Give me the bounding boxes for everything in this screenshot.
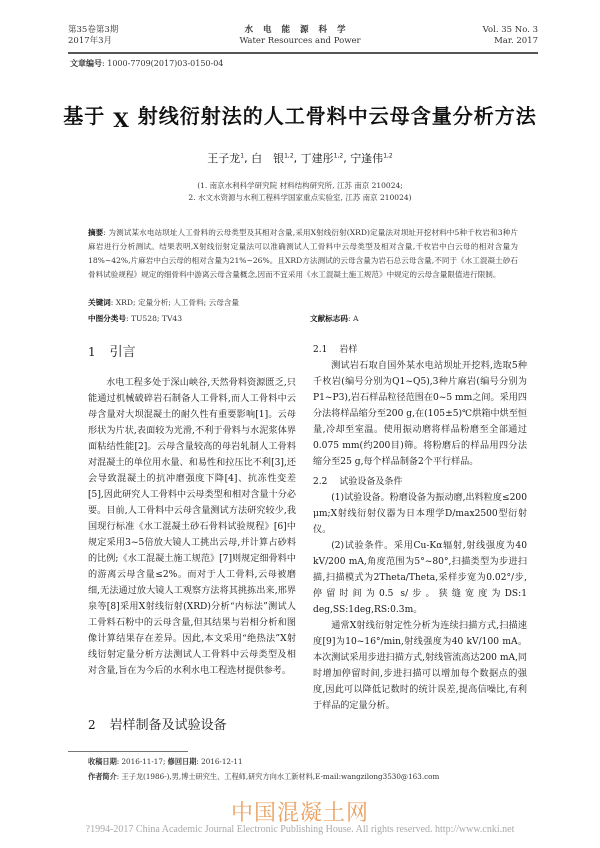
document-code-value: A xyxy=(352,314,359,323)
author xyxy=(350,152,393,165)
subsection-heading xyxy=(313,342,527,358)
received-dates: 收稿日期: 2016-11-17; 修回日期: 2016-12-11 xyxy=(88,757,243,766)
watermark-logo: 中国混凝土网 xyxy=(230,801,369,826)
classification-value: TU528; TV43 xyxy=(130,314,183,323)
author xyxy=(301,152,344,165)
document-code: 文献标志码: A xyxy=(310,314,359,323)
abstract: 摘要: 为测试某水电站坝址人工骨料的云母类型及其相对含量,采用X射线衍射(XRD)定量法对坝址开挖材料中5种千枚岩和3种片麻岩进行分析测试。结果表明,X射线衍射定量法可以准确测试人工骨料中云母类型及相对含量,千枚岩中白云母的相对含量为18%~42%,片麻岩中白云母的相对含量为21%~26%。且XRD方法测试的云母含量为岩石总云母含量,不同于《水工混凝土砂石骨料试验规程》规定的细骨料中游离云母含量概念,因而不宜采用《水工混凝土施工规范》中规定的云母含量限值进行限制。 xyxy=(88,228,518,279)
date-cn: 2017年3月 xyxy=(68,36,113,46)
classification: 中图分类号: TU528; TV43 xyxy=(88,314,183,323)
footnote-rule xyxy=(68,751,188,752)
author xyxy=(207,152,244,165)
title-prefix: 基于 xyxy=(63,104,106,128)
journal-name-en: Water Resources and Power xyxy=(239,36,361,46)
section-title: 岩样制备及试验设备 xyxy=(109,718,227,733)
title-x: X xyxy=(113,108,130,132)
keywords-label: 关键词 xyxy=(88,298,111,307)
revised-date: 2016-12-11 xyxy=(201,757,243,766)
section-number: 1 xyxy=(88,345,96,359)
copyright-notice: ?1994-2017 China Academic Journal Electronic Publishing House. All rights reserved. http://www.cnki.net xyxy=(85,824,515,835)
author-name: 白 银 xyxy=(251,152,285,165)
author-name: 王子龙 xyxy=(207,152,241,165)
author-list: 王子龙$^1$, 白 银$^{1,2}$, 丁建彤$^{1,2}$, 宁逢伟$^{1,2}$ xyxy=(207,152,393,165)
affiliations xyxy=(0,180,600,204)
subsection-title: 岩样 xyxy=(339,345,358,355)
issue-info-en xyxy=(483,25,538,47)
title-suffix: 射线衍射法的人工骨料中云母含量分析方法 xyxy=(137,104,537,128)
received-label: 收稿日期 xyxy=(88,757,117,766)
author-affil-mark: 1 xyxy=(240,152,245,160)
abstract-text: 为测试某水电站坝址人工骨料的云母类型及其相对含量,采用X射线衍射(XRD)定量法对坝址开挖材料中5种千枚岩和3种片麻岩进行分析测试。结果表明,X射线衍射定量法可以准确测试人工骨料中云母类型及相对含量,千枚岩中白云母的相对含量为18%~42%,片麻岩中白云母的相对含量为21%~26%。且XRD方法测试的云母含量为岩石总云母含量,不同于《水工混凝土砂石骨料试验规程》规定的细骨料中游离云母含量概念,因而不宜采用《水工混凝土施工规范》中规定的云母含量限值进行限制。 xyxy=(88,228,518,279)
classification-label: 中图分类号 xyxy=(88,314,126,323)
author-affil-mark: 1,2 xyxy=(284,152,294,160)
right-column xyxy=(313,342,527,714)
author-affil-mark: 1,2 xyxy=(383,152,393,160)
paper-title xyxy=(40,100,560,132)
journal-name xyxy=(200,25,400,47)
bio-text: 王子龙(1986-),男,博士研究生、工程师,研究方向水工新材料,E-mail:wangzilong3530@163.com xyxy=(121,772,440,781)
subsection-heading xyxy=(313,474,527,490)
scan-paragraph: 通常X射线衍射定性分析为连续扫描方式,扫描速度[9]为10~16°/min,射线强度为40 kV/100 mA。本次测试采用步进扫描方式,射线管流高达200 mA,同时增加停留时间,步进扫描可以增加每个数据点的强度,因此可以降低记数时的统计误差,提高信噪比,有利于样品的定量分析。 xyxy=(313,621,528,711)
subsection-number: 2.1 xyxy=(313,345,328,355)
keywords: 关键词: XRD; 定量分析; 人工骨料; 云母含量 xyxy=(88,298,240,307)
author-affil-mark: 1,2 xyxy=(333,152,344,160)
author-name: 宁逢伟 xyxy=(350,152,384,165)
volume-issue-en: Vol. 35 No. 3 xyxy=(482,25,538,35)
keywords-value: XRD; 定量分析; 人工骨料; 云母含量 xyxy=(115,298,240,307)
journal-name-cn: 水电能源科学 xyxy=(244,25,356,35)
article-number: 文章编号: 1000-7709(2017)03-0150-04 xyxy=(70,59,224,68)
intro-paragraph: 水电工程多处于深山峡谷,天然骨料资源匮乏,只能通过机械破碎岩石制备人工骨料,而人工骨料中云母含量对大坝混凝土的耐久性有重要影响[1]。云母形状为片状,表面较为光滑,不利于骨料与水泥浆体界面粘结性能[2]。云母含量较高的母岩轧制人工骨料对混凝土的单位用水量、和易性和拉压比不利[3],还会导致混凝土的抗冲磨强度下降[4]、抗冻性变差[5],因此研究人工骨料中云母类型和相对含量十分必要。目前,人工骨料中云母含量测试方法研究较少,我国现行标准《水工混凝土砂石骨料试验规程》[6]中规定采用3~5倍放大镜人工挑出云母,并计算占砂料的比例;《水工混凝土施工规范》[7]则规定细骨料中的游离云母含量≤2%。而对于人工骨料,云母被磨细,无法通过放大镜人工观察方法将其挑拣出来,邢界泉等[8]采用X射线衍射(XRD)分析“内标法”测试人工骨料石粉中的云母含量,但其结果与岩相分析和图像计算结果存在差异。因此,本文采用“绝热法”X射线衍射定量分析方法测试人工骨料中云母类型及相对含量,旨在为今后的水利水电工程选材提供参考。 xyxy=(88,378,296,676)
author-name: 丁建彤 xyxy=(300,152,334,165)
header-rule xyxy=(68,52,538,54)
document-code-label: 文献标志码 xyxy=(310,314,348,323)
date-en: Mar. 2017 xyxy=(494,36,538,46)
issue-info xyxy=(68,25,118,47)
author xyxy=(251,152,294,165)
affiliation: (1. 南京水利科学研究院 材料结构研究所, 江苏 南京 210024; xyxy=(197,181,403,190)
bio-label: 作者简介 xyxy=(88,772,117,781)
section-heading xyxy=(88,344,296,361)
section-heading xyxy=(88,714,227,733)
samples-paragraph: 测试岩石取自国外某水电站坝址开挖料,选取5种千枚岩(编号分别为Q1~Q5),3种片麻岩(编号分别为P1~P3),岩石样品粒径范围在0~5 mm之间。采用四分法将样品缩分至200 g,在(105±5)℃烘箱中烘至恒量,冷却至室温。使用振动磨将样品粉磨至全部通过0.075 mm(约200目)筛。将粉磨后的样品用四分法缩分至25 g,每个样品制备2个平行样品。 xyxy=(313,361,527,467)
received-date: 2016-11-17 xyxy=(121,757,163,766)
section-number: 2 xyxy=(88,718,96,732)
author-bio: 作者简介: 王子龙(1986-),男,博士研究生、工程师,研究方向水工新材料,E-mail:wangzilong3530@163.com xyxy=(88,772,440,781)
volume-issue-cn: 第35卷第3期 xyxy=(68,25,119,35)
article-number-label: 文章编号 xyxy=(70,59,102,68)
equipment-paragraph: (1)试验设备。粉磨设备为振动磨,出料粒度≤200 μm;X射线衍射仪器为日本理学D/max2500型衍射仪。 xyxy=(313,493,527,535)
revised-label: 修回日期 xyxy=(167,757,197,766)
section-title: 引言 xyxy=(109,345,136,360)
subsection-title: 试验设备及条件 xyxy=(339,477,403,487)
left-column xyxy=(88,344,296,679)
conditions-paragraph: (2)试验条件。采用Cu-Kα辐射,射线强度为40 kV/200 mA,角度范围为5°~80°,扫描类型为步进扫描,扫描模式为2Theta/Theta,采样步宽为0.02°/步,停留时间为0.5 s/步。狭缝宽度为DS:1 deg,SS:1deg,RS:0.3m。 xyxy=(313,541,527,615)
abstract-label: 摘要 xyxy=(88,228,104,237)
article-number-value: 1000-7709(2017)03-0150-04 xyxy=(107,59,224,68)
affiliation: 2. 水文水资源与水利工程科学国家重点实验室, 江苏 南京 210024) xyxy=(188,193,412,202)
subsection-number: 2.2 xyxy=(313,477,328,487)
